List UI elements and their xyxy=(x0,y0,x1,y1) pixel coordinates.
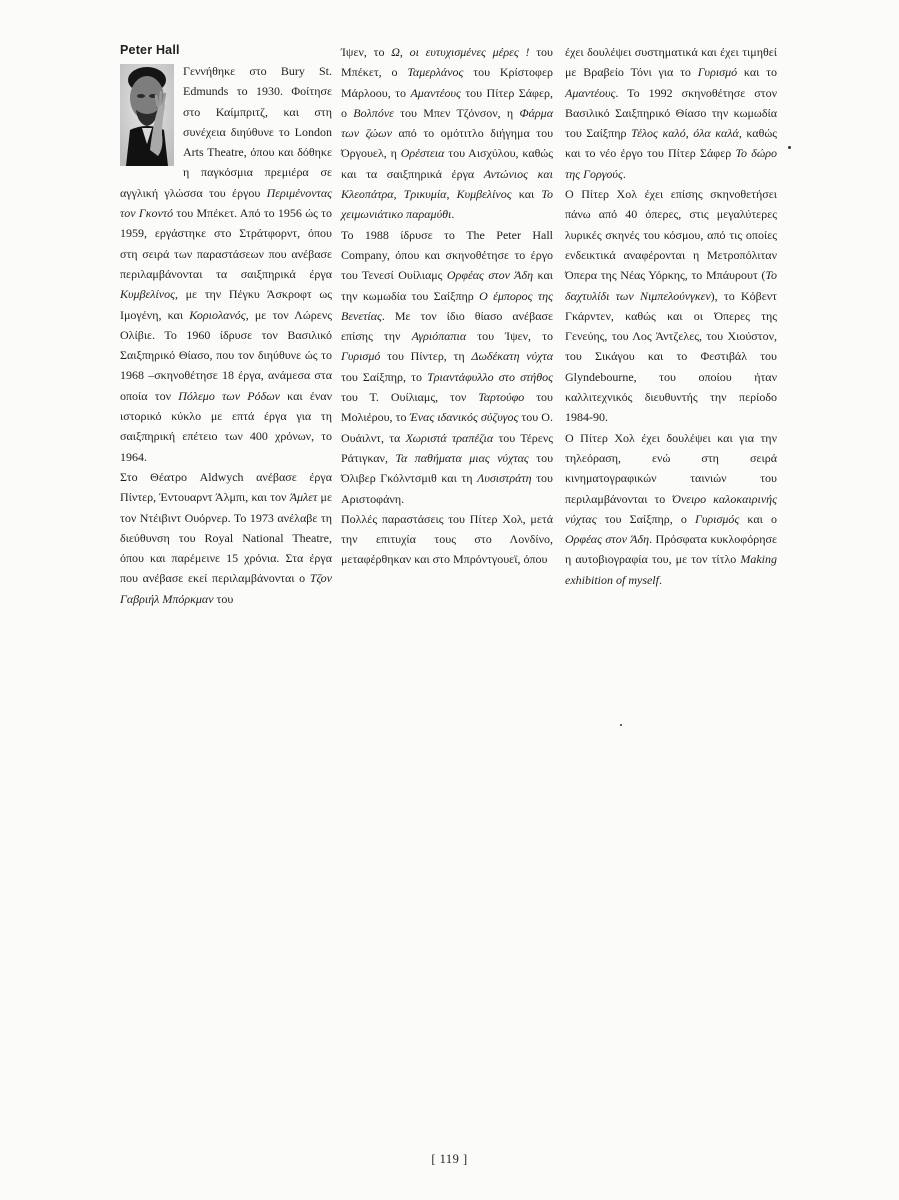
italic-title-text: Making exhibition of myself xyxy=(565,552,777,587)
italic-title-text: Ορφέας στον Άδη xyxy=(565,532,650,547)
text-run: του xyxy=(213,591,234,606)
article-heading: Peter Hall xyxy=(120,43,180,57)
text-column-3 xyxy=(565,42,777,590)
text-run: του Μπέκετ. Από το 1956 ώς το 1959, εργάστηκε στο Στράτφορντ, όπου στη σειρά των παραστάσεων που ανέβασε περιλαμβάνονται τα σαιξπηρικά έργα xyxy=(120,206,332,281)
text-run: Στο Θέατρο Aldwych ανέβασε έργα Πίντερ, Έντουαρντ Άλμπι, και τον xyxy=(120,469,332,505)
text-run: ), το Κόβεντ Γκάρντεν, καθώς και οι Όπερες της Γενεύης, του Λος Άντζελες, του Χιούστον, του Σικάγου και το Φεστιβάλ του Glyndebourne, του οποίου ήταν καλλιτεχνικός διευθυντής την περίοδο 1984-90. xyxy=(565,288,777,425)
text-run: του Τ. Ουίλιαμς, τον xyxy=(341,390,479,405)
italic-title-text: Τριαντάφυλλο στο στήθος xyxy=(427,369,554,384)
italic-title-text: Τα παθήματα μιας νύχτας xyxy=(395,450,529,465)
text-run: του Σαίξπηρ, ο xyxy=(596,511,696,526)
text-run: Πολλές παραστάσεις του Πίτερ Χολ, μετά την επιτυχία τους στο Λονδίνο, μεταφέρθηκαν και στο Μπρόντγουεϊ, όπου xyxy=(341,511,553,567)
italic-title-text: Ορέστεια xyxy=(400,146,445,161)
text-run: του Όλιβερ Γκόλντσμιθ και τη xyxy=(341,450,554,486)
italic-title-text: Το χειμωνιάτικο παραμύθι xyxy=(341,187,553,222)
text-run: του Πίντερ, τη xyxy=(380,349,472,364)
paragraph xyxy=(120,467,332,609)
text-run: , xyxy=(393,187,404,202)
italic-title-text: Το δώρο της Γοργούς xyxy=(565,146,777,181)
text-run: του Μπεν Τζόνσον, η xyxy=(393,105,520,120)
italic-title-text: Τρικυμία xyxy=(403,187,447,202)
text-run: Ίψεν, το xyxy=(341,45,392,59)
paragraph xyxy=(565,42,777,184)
italic-title-text: Ταρτούφο xyxy=(478,390,525,405)
paragraph xyxy=(341,42,553,225)
italic-title-text: Χωριστά τραπέζια xyxy=(405,430,494,445)
text-run: . xyxy=(451,207,455,222)
speck-mark xyxy=(788,146,791,149)
italic-title-text: Ορφέας στον Άδη xyxy=(446,268,534,283)
italic-title-text: Γυρισμό xyxy=(341,349,381,364)
italic-title-text: Τέλος καλό, όλα καλά xyxy=(631,126,739,141)
text-run: Το 1988 ίδρυσε το The Peter Hall Company, όπου και σκηνοθέτησε το έργο του Τενεσί Ουίλιαμς xyxy=(341,227,553,283)
text-run: , με τον Λώρενς Ολίβιε. Το 1960 ίδρυσε τον Βασιλικό Σαιξπηρικό Θίασο, που τον διηύθυνε ώς το 1968 –σκηνοθέτησε 18 έργα, ανάμεσα στα οποία τον xyxy=(120,307,332,403)
text-run: . Το 1992 σκηνοθέτησε στον Βασιλικό Σαιξπηρικό Θίασο την κωμωδία του Σαίξπηρ xyxy=(565,85,777,141)
text-run: Ο Πίτερ Χολ έχει δουλέψει και για την τηλεόραση, ενώ στη σειρά κινηματογραφικών ταινιών του περιλαμβάνονται το xyxy=(565,430,777,506)
text-run: Γεννήθηκε στο Bury St. Edmunds το 1930. Φοίτησε στο Καίμπριτζ, και στη συνέχεια διηύθυνε το London Arts Theatre, όπου και δόθηκε η παγκόσμια πρεμιέρα σε αγγλική γλώσσα του έργου xyxy=(120,64,332,200)
text-run: του Αισχύλου, καθώς και τα σαιξπηρικά έργα xyxy=(341,146,554,181)
text-run: με τον Ντέιβιντ Ουόρνερ. Το 1973 ανέλαβε τη διεύθυνση του Royal National Theatre, όπου και παρέμεινε 15 χρόνια. Στα έργα που ανέβασε εκεί περιλαμβάνονται ο xyxy=(120,490,332,586)
italic-title-text: Φάρμα των ζώων xyxy=(341,105,553,141)
italic-title-text: Αμαντέους xyxy=(565,85,616,100)
italic-title-text: Ένας ιδανικός σύζυγος xyxy=(409,410,519,425)
italic-title-text: Άμλετ xyxy=(289,490,318,505)
italic-title-text: Κυμβελίνος xyxy=(456,187,512,202)
italic-title-text: Ταμερλάνος xyxy=(407,65,464,80)
text-run: του Πίτερ Σάφερ, ο xyxy=(341,85,553,120)
text-run: του Τέρενς Ράτιγκαν, xyxy=(341,430,554,465)
paragraph xyxy=(341,225,553,509)
text-run: και την κωμωδία του Σαίξπηρ xyxy=(341,268,553,303)
text-run: του Ο. Ουάιλντ, τα xyxy=(341,410,553,445)
text-run: , xyxy=(446,187,457,202)
speck-mark xyxy=(620,724,622,726)
italic-title-text: Τζον Γαβριήλ Μπόρκμαν xyxy=(120,571,332,606)
italic-title-text: Αμαντέους xyxy=(410,85,461,100)
text-column-1 xyxy=(120,42,332,609)
italic-title-text: Δωδέκατη νύχτα xyxy=(471,349,553,364)
paragraph xyxy=(341,509,553,570)
text-run: και το xyxy=(737,65,777,80)
italic-title-text: Γυρισμός xyxy=(695,511,740,526)
text-run: του Ίψεν, το xyxy=(466,329,553,344)
page-number: [ 119 ] xyxy=(431,1152,468,1166)
italic-title-text: Ω, οι ευτυχισμένες μέρες ! xyxy=(391,45,530,59)
italic-title-text: Αντώνιος και Κλεοπάτρα xyxy=(341,166,554,202)
italic-title-text: Κυμβελίνος xyxy=(120,287,175,302)
column-2-body xyxy=(341,42,553,570)
text-run: και ο xyxy=(739,511,777,526)
text-run: έχει δουλέψει συστηματικά και έχει τιμηθεί με Βραβείο Τόνι για το xyxy=(565,45,777,80)
italic-title-text: Γυρισμό xyxy=(697,65,738,80)
italic-title-text: Πόλεμο των Ρόδων xyxy=(178,388,280,403)
text-run: . xyxy=(622,166,626,181)
text-run: και xyxy=(511,187,542,202)
text-run: του Μολιέρου, το xyxy=(341,390,553,425)
italic-title-text: Αγριόπαπια xyxy=(411,329,467,344)
text-run: , με την Πέγκυ Άσκροφτ ως Ιμογένη, και xyxy=(120,287,332,322)
italic-title-text: Κοριολανός xyxy=(189,307,246,322)
text-run: από το ομότιτλο διήγημα του Όργουελ, η xyxy=(341,126,554,161)
text-run: του Σαίξπηρ, το xyxy=(341,369,428,384)
text-column-2 xyxy=(341,42,553,570)
text-run: και έναν ιστορικό κύκλο με επτά έργα για τη σαιξπηρική επέτειο των 400 χρόνων, το 1964. xyxy=(120,388,333,464)
column-3-body xyxy=(565,42,777,590)
italic-title-text: Περιμένοντας τον Γκοντό xyxy=(120,185,332,221)
portrait-photo-drawing xyxy=(120,64,174,166)
portrait-photo xyxy=(120,64,174,166)
text-run: . Με τον ίδιο θίασο ανέβασε επίσης την xyxy=(341,308,553,344)
text-run: του Μπέκετ, ο xyxy=(341,45,553,80)
paragraph xyxy=(565,428,777,590)
italic-title-text: Λυσιστράτη xyxy=(477,471,532,486)
italic-title-text: Βολπόνε xyxy=(353,105,394,120)
italic-title-text: Όνειρο καλοκαιρινής νύχτας xyxy=(565,491,777,526)
italic-title-text: Το δαχτυλίδι των Νιμπελούνγκεν xyxy=(565,268,777,303)
text-run: του Κρίστοφερ Μάρλοου, το xyxy=(341,65,553,100)
text-run: , καθώς και το νέο έργο του Πίτερ Σάφερ xyxy=(565,126,777,161)
text-run: του Αριστοφάνη. xyxy=(341,471,553,506)
text-run: . xyxy=(658,572,662,587)
italic-title-text: Ο έμπορος της Βενετίας xyxy=(341,288,553,323)
paragraph xyxy=(565,184,777,428)
text-run: . Πρόσφατα κυκλοφόρησε η αυτοβιογραφία του, με τον τίτλο xyxy=(565,532,777,567)
text-run: Ο Πίτερ Χολ έχει επίσης σκηνοθετήσει πάνω από 40 όπερες, στις μεγαλύτερες λυρικές σκηνές του κόσμου, από τις οποίες ενδεικτικά αναφέρονται η Μετροπόλιταν Όπερα της Νέας Υόρκης, το Μπάυρουτ ( xyxy=(565,187,777,283)
